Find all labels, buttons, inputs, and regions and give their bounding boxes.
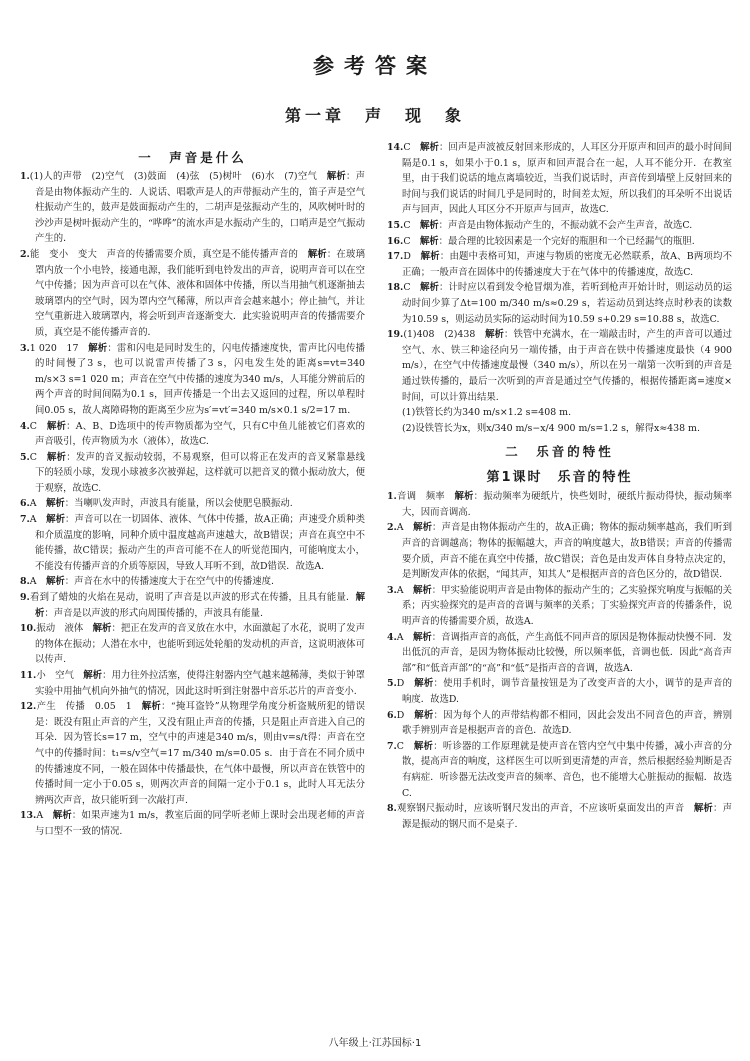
analysis-text: ：甲实验能说明声音是由物体的振动产生的；乙实验探究响度与振幅的关系；丙实验探究的是声音的音调与频率的关系；丁实验探究声音的传播条件，说明声音的传播需要介质，故选A. — [402, 584, 732, 628]
analysis-text: ：声音是由物体振动产生的，不振动就不会产生声音，故选C. — [438, 219, 693, 231]
answer-number: 3. — [20, 342, 30, 354]
analysis-text: ：回声是声波被反射回来形成的，人耳区分开原声和回声的最小时间间隔是0.1 s，如果小于0.1 s，原声和回声混合在一起，人耳不能分开．在教室里，由于我们说话的地点离墙较近，当我们说话时，声音传到墙壁上反射回来的时间与我们说话的时间几乎是同时的，时间差太短，所以我们的耳朵听不出说话声与回声，因此人耳区分不开原声与回声，故选C. — [402, 142, 732, 216]
answer-item — [387, 630, 732, 677]
analysis-label: 解析 — [83, 670, 103, 681]
analysis-label: 解析 — [141, 701, 162, 713]
answer-text: C — [403, 142, 421, 153]
answer-item — [20, 419, 365, 450]
answer-item — [387, 801, 732, 832]
answer-item — [387, 218, 732, 234]
answer-text: A — [29, 498, 46, 510]
analysis-text: ：听诊器的工作原理就是使声音在管内空气中集中传播，减小声音的分散，提高声音的响度，这样医生可以听到更清楚的声音，然后根据经验判断是否有病症．听诊器无法改变声音的频率、音色，也不能增大心脏振动的振幅．故选C. — [402, 740, 732, 799]
analysis-label: 解析 — [413, 522, 433, 534]
answer-text: C — [403, 235, 420, 247]
answer-number: 11. — [20, 670, 37, 681]
answer-number: 2. — [387, 522, 397, 534]
answer-item — [20, 574, 365, 590]
answer-text: A — [396, 584, 413, 596]
answer-item — [20, 621, 365, 668]
answer-number: 18. — [387, 282, 404, 294]
analysis-text: ：声源是振动的钢尺而不是桌子. — [402, 803, 732, 830]
section-title-2: 二 乐音的特性 — [505, 444, 614, 460]
lesson-title: 第1课时 乐音的特性 — [486, 470, 633, 486]
analysis-label: 解析 — [414, 709, 434, 721]
analysis-text: ：计时应以看到发令枪冒烟为准，若听到枪声开始计时，则运动员的运动时间少算了Δt=100 m/340 m/s≈0.29 s，若运动员到达终点时秒表的读数为10.59 s，则运动员实际的运动时间为10.59 s+0.29 s=10.88 s，故选C. — [402, 282, 732, 325]
answer-item — [20, 450, 365, 497]
analysis-text: ：最合理的比较因素是一个完好的瓶胆和一个已经漏气的瓶胆. — [438, 235, 695, 247]
answer-text: C — [396, 740, 414, 752]
analysis-label: 解析 — [420, 142, 439, 153]
answer-text: A — [396, 522, 414, 534]
page-title: 参考答案 — [313, 54, 437, 78]
answer-number: 7. — [387, 740, 397, 752]
answer-number: 4. — [387, 631, 397, 643]
answer-number: 1. — [387, 491, 397, 503]
answer-text: C — [29, 420, 47, 432]
answer-text: 看到了蜡烛的火焰在晃动，说明了声音是以声波的形式在传播，且具有能量． — [29, 592, 356, 604]
analysis-label: 解析 — [52, 810, 72, 822]
answer-text: (1)人的声带 (2)空气 (3)鼓面 (4)弦 (5)树叶 (6)水 (7)空气 — [29, 171, 327, 182]
answer-number: 6. — [387, 709, 397, 721]
answer-item — [20, 496, 365, 512]
answer-text: 音调 频率 — [396, 491, 455, 503]
analysis-label: 解析 — [46, 420, 67, 432]
answer-item — [387, 676, 732, 707]
analysis-text: ：声音是由物体振动产生的，故A正确；物体的振动频率越高，我们听到声音的音调越高；物体的振幅越大，声音的响度越大，故B错误；声音的传播需要介质，声音不能在真空中传播，故C错误；音色是由发声体自身特点决定的，是判断发声体的依据，“闻其声，知其人”是根据声音的音色区分的，故D错误. — [402, 522, 732, 581]
answer-sub-2: (2)设铁管长为x，则x/340 m/s−x/4 900 m/s=1.2 s，解得x≈438 m. — [402, 422, 700, 434]
answer-text: A — [36, 810, 53, 822]
left-column — [20, 148, 365, 1043]
analysis-label: 解析 — [413, 740, 434, 752]
answer-item — [387, 140, 732, 218]
answer-text: A — [29, 576, 46, 588]
answer-number: 4. — [20, 420, 30, 432]
analysis-label: 解析 — [92, 623, 112, 635]
answer-number: 2. — [20, 248, 30, 260]
answer-number: 19. — [387, 329, 404, 341]
answer-item — [20, 341, 365, 419]
answer-item — [387, 583, 732, 630]
answer-text: 振动 液体 — [36, 623, 93, 635]
analysis-text: ：用力往外拉活塞，使得注射器内空气越来越稀薄，类似于钟罩实验中用抽气机向外抽气的情况，因此这时听到注射器中音乐芯片的声音变小. — [35, 670, 365, 697]
analysis-text: ：声音在水中的传播速度大于在空气中的传播速度. — [64, 576, 274, 588]
analysis-label: 解析 — [46, 514, 66, 526]
answer-number: 17. — [387, 251, 404, 263]
analysis-label: 解析 — [46, 451, 67, 463]
answer-item — [20, 808, 365, 839]
analysis-text: ：音调指声音的高低，产生高低不同声音的原因是物体振动快慢不同．发出低沉的声音，是因为物体振动比较慢，所以频率低，音调也低．因此“高音声部”和“低音声部”的“高”和“低”是指声音的音调，故选A. — [402, 631, 732, 674]
answer-number: 12. — [20, 701, 37, 713]
answer-text: D — [403, 251, 421, 263]
answer-text: (1)408 (2)438 — [403, 329, 485, 341]
answer-item — [20, 512, 365, 574]
answer-number: 8. — [387, 803, 397, 815]
analysis-text: ：因为每个人的声带结构都不相同，因此会发出不同音色的声音，辨别歌手辨别声音是根据声音的音色．故选D. — [402, 709, 732, 737]
analysis-text: ：振动频率为硬纸片，快些划时，硬纸片振动得快，振动频率大，因而音调高. — [402, 491, 732, 518]
answer-text: 观察钢尺振动时，应该听钢尺发出的声音，不应该听桌面发出的声音 — [396, 803, 694, 815]
analysis-text: ：使用手机时，调节音量按钮是为了改变声音的大小，调节的是声音的响度．故选D. — [402, 678, 732, 705]
answer-item — [387, 249, 732, 280]
answer-item — [387, 489, 732, 520]
answer-number: 15. — [387, 219, 404, 231]
answer-item — [387, 327, 732, 405]
answer-number: 16. — [387, 235, 404, 247]
analysis-text: ：当喇叭发声时，声波具有能量，所以会使肥皂膜振动. — [64, 498, 293, 510]
analysis-label: 解析 — [693, 803, 714, 815]
analysis-text: ：声音是由物体振动产生的．人说话、唱歌声是人的声带振动产生的，笛子声是空气柱振动产生的，鼓声是鼓面振动产生的，二胡声是弦振动产生的，风吹树叶时的沙沙声是树叶振动产生的，“哗哗”的流水声是水振动产生的，口哨声是空气振动产生的． — [35, 171, 365, 245]
answer-text: A — [396, 631, 413, 643]
analysis-text: ：把正在发声的音叉放在水中，水面激起了水花，说明了发声的物体在振动；人潜在水中，也能听到远处轮船的发动机的声音，这说明液体可以传声. — [35, 623, 365, 666]
analysis-label: 解析 — [45, 576, 65, 588]
answer-text: C — [403, 219, 420, 231]
analysis-label: 解析 — [35, 592, 365, 619]
answer-item — [20, 668, 365, 699]
answer-item — [387, 520, 732, 582]
answer-number: 6. — [20, 498, 30, 510]
analysis-text: ：由题中表格可知，声速与物质的密度无必然联系，故A、B两项均不正确；一般声音在固体中的传播速度大于在气体中的传播速度，故选C. — [402, 251, 732, 278]
analysis-label: 解析 — [420, 251, 440, 263]
answer-item — [387, 280, 732, 327]
analysis-text: ：声音可以在一切固体、液体、气体中传播，故A正确；声速受介质种类和介质温度的影响，同种介质中温度越高声速越大，故B错误；声音在真空中不能传播，故C错误；振动产生的声音可能不在人的听觉范围内，可能响度太小，不能没有传播声音的介质等原因，导致人耳听不到，故D错误．故选A. — [35, 514, 365, 572]
answer-sub-1: (1)铁管长约为340 m/s×1.2 s=408 m. — [402, 407, 572, 419]
analysis-text: ：A、B、D选项中的传声物质都为空气，只有C中鱼儿能被它们喜欢的声音吸引，传声物质为水（液体），故选C. — [35, 420, 365, 448]
analysis-label: 解析 — [420, 282, 439, 294]
answer-item — [387, 708, 732, 739]
analysis-label: 解析 — [412, 584, 432, 596]
answer-number: 3. — [387, 584, 397, 596]
answer-number: 1. — [20, 171, 30, 182]
analysis-text: ：雷和闪电是同时发生的，闪电传播速度快，雷声比闪电传播的时间慢了3 s，也可以说雷声传播了3 s，闪电发生处的距离s=vt=340 m/s×3 s=1 020 m；声音在空气中传播的速度为340 m/s，人耳能分辨前后的两个声音的时间间隔为0.1 s，回声传播是一个出去又返回的过程，所以单程时间0.05 s，故人离障碍物的距离至少应为s′=vt′=340 m/s×0.1 s/2=17 m. — [35, 342, 365, 416]
analysis-label: 解析 — [454, 491, 474, 503]
answer-item — [20, 169, 365, 247]
answer-text: C — [29, 451, 47, 463]
analysis-label: 解析 — [45, 498, 65, 510]
answer-number: 10. — [20, 623, 37, 635]
answer-text: D — [396, 678, 415, 690]
answer-number: 5. — [20, 451, 30, 463]
answer-number: 8. — [20, 576, 30, 588]
analysis-text: ：“掩耳盗铃”从物理学角度分析盗贼所犯的错误是：既没有阻止声音的产生，又没有阻止声音的传播，只是阻止声音进入自己的耳朵．因为管长s=17 m，空气中的声速是340 m/s，则由v=s/t得：声音在空气中的传播时间：t₁=s/v空气=17 m/340 m/s=0.05 s．由于音在不同介质中的传播速度不同，一般在固体中传播最快，在气体中最慢，所以声音在铁管中的传播时间一定小于0.05 s，则两次声音的间隔一定小于0.1 s，此时人耳无法分辨两次声音，故只能听到一次敲打声. — [35, 701, 365, 806]
answer-number: 13. — [20, 810, 37, 822]
answer-text: 能 变小 变大 声音的传播需要介质，真空是不能传播声音的 — [29, 248, 308, 260]
page-footer: 八年级上·江苏国标·1 — [328, 1038, 422, 1049]
answer-text: 1 020 17 — [29, 342, 89, 354]
answer-item — [387, 234, 732, 250]
answer-number: 7. — [20, 514, 30, 526]
answer-text: A — [29, 514, 47, 526]
analysis-label: 解析 — [484, 329, 504, 341]
answer-item — [387, 739, 732, 801]
analysis-text: ：在玻璃罩内放一个小电铃，接通电源，我们能听到电铃发出的声音，说明声音可以在空气中传播；因为声音可以在气体、液体和固体中传播，所以当用抽气机逐渐抽去玻璃罩内的空气时，因为罩内空气稀薄，所以声音会越来越小；停止抽气，并让空气重新进入玻璃罩内，将会听到声音逐渐变大．此实验说明声音的传播需要介质，真空是不能传播声音的． — [35, 248, 365, 338]
analysis-label: 解析 — [307, 248, 327, 260]
analysis-label: 解析 — [412, 631, 432, 643]
analysis-text: ：如果声速为1 m/s，教室后面的同学听老师上课时会出现老师的声音与口型不一致的情况. — [35, 810, 365, 837]
answer-item — [20, 699, 365, 808]
answer-number: 9. — [20, 592, 30, 604]
analysis-label: 解析 — [88, 342, 108, 354]
answer-item — [20, 247, 365, 341]
chapter-title: 第一章 声 现 象 — [284, 106, 465, 125]
analysis-text: ：发声的音叉振动较弱，不易观察，但可以将正在发声的音叉紧靠悬线下的轻质小球，发现小球被多次被弹起，这样就可以把音叉的微小振动放大，便于观察，故选C. — [35, 451, 365, 494]
section-title: 一 声音是什么 — [138, 150, 247, 165]
analysis-text: ：声音是以声波的形式向周围传播的，声波具有能量. — [44, 607, 263, 619]
answer-text: C — [403, 282, 421, 294]
answer-text: 产生 传播 0.05 1 — [36, 701, 142, 713]
answer-number: 14. — [387, 142, 404, 153]
analysis-text: ：铁管中充满水，在一端敲击时，产生的声音可以通过空气、水、铁三种途径向另一端传播，由于声音在铁中传播速度最快（4 900 m/s），在空气中传播速度最慢（340 m/s），所以在另一端第一次听到的声音是通过铁传播的，最后一次听到的声音是通过空气传播的，根据传播距离=速度×时间，可以计算出结果. — [402, 329, 732, 403]
analysis-label: 解析 — [419, 219, 439, 231]
answer-text: D — [396, 709, 415, 721]
answer-number: 5. — [387, 678, 397, 690]
analysis-label: 解析 — [414, 678, 434, 690]
analysis-label: 解析 — [326, 171, 346, 182]
right-column — [387, 140, 732, 1035]
answer-text: 小 空气 — [36, 670, 84, 681]
answer-item — [20, 590, 365, 621]
analysis-label: 解析 — [419, 235, 439, 247]
